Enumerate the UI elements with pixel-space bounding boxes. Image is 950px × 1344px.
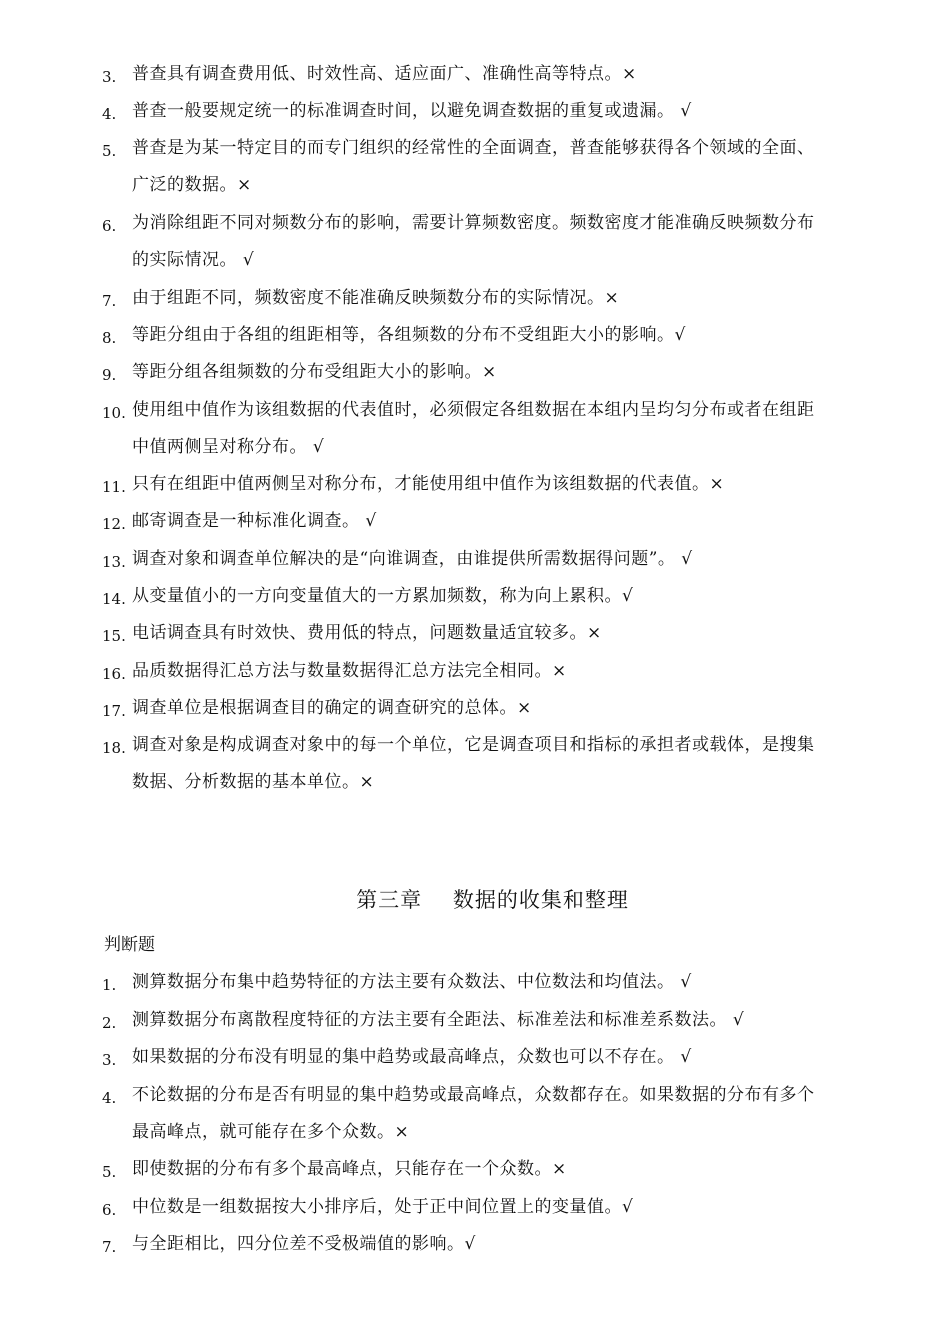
item-text: 即使数据的分布有多个最高峰点，只能存在一个众数。× bbox=[132, 1159, 567, 1179]
item-number: 3. bbox=[102, 68, 117, 86]
item-text: 由于组距不同，频数密度不能准确反映频数分布的实际情况。× bbox=[132, 288, 620, 308]
item-text: 等距分组由于各组的组距相等，各组频数的分布不受组距大小的影响。√ bbox=[132, 325, 686, 345]
item-number: 14. bbox=[102, 590, 126, 608]
item-text: 邮寄调查是一种标准化调查。 √ bbox=[132, 511, 377, 531]
item-number: 6. bbox=[102, 1201, 117, 1219]
item-number: 13. bbox=[102, 553, 126, 571]
item-text: 测算数据分布离散程度特征的方法主要有全距法、标准差法和标准差系数法。 √ bbox=[132, 1010, 745, 1030]
item-text: 只有在组距中值两侧呈对称分布，才能使用组中值作为该组数据的代表值。× bbox=[132, 474, 725, 494]
item-number: 2. bbox=[102, 1014, 117, 1032]
item-number: 4. bbox=[102, 105, 117, 123]
item-number: 5. bbox=[102, 1163, 117, 1181]
item-text-continued: 的实际情况。 √ bbox=[132, 250, 255, 270]
item-number: 7. bbox=[102, 1238, 117, 1256]
item-text: 与全距相比，四分位差不受极端值的影响。√ bbox=[132, 1234, 476, 1254]
item-text-continued: 数据、分析数据的基本单位。× bbox=[132, 772, 375, 792]
item-number: 15. bbox=[102, 627, 126, 645]
item-text: 等距分组各组频数的分布受组距大小的影响。× bbox=[132, 362, 497, 382]
item-number: 12. bbox=[102, 515, 126, 533]
item-number: 18. bbox=[102, 739, 126, 757]
item-text: 为消除组距不同对频数分布的影响，需要计算频数密度。频数密度才能准确反映频数分布 bbox=[132, 213, 815, 233]
item-number: 4. bbox=[102, 1089, 117, 1107]
item-number: 3. bbox=[102, 1051, 117, 1069]
chapter-title: 第三章 数据的收集和整理 bbox=[356, 888, 629, 912]
item-text-continued: 最高峰点，就可能存在多个众数。× bbox=[132, 1122, 410, 1142]
item-text: 不论数据的分布是否有明显的集中趋势或最高峰点，众数都存在。如果数据的分布有多个 bbox=[132, 1085, 815, 1105]
item-text: 中位数是一组数据按大小排序后，处于正中间位置上的变量值。√ bbox=[132, 1197, 634, 1217]
item-text: 测算数据分布集中趋势特征的方法主要有众数法、中位数法和均值法。 √ bbox=[132, 972, 692, 992]
item-number: 1. bbox=[102, 976, 117, 994]
item-text-continued: 广泛的数据。× bbox=[132, 175, 252, 195]
item-text: 从变量值小的一方向变量值大的一方累加频数，称为向上累积。√ bbox=[132, 586, 634, 606]
item-number: 9. bbox=[102, 366, 117, 384]
section-label: 判断题 bbox=[104, 935, 155, 955]
item-text: 使用组中值作为该组数据的代表值时，必须假定各组数据在本组内呈均匀分布或者在组距 bbox=[132, 400, 815, 420]
item-text: 品质数据得汇总方法与数量数据得汇总方法完全相同。× bbox=[132, 661, 567, 681]
item-number: 17. bbox=[102, 702, 126, 720]
item-text: 普查具有调查费用低、时效性高、适应面广、准确性高等特点。× bbox=[132, 64, 637, 84]
item-text: 电话调查具有时效快、费用低的特点，问题数量适宜较多。× bbox=[132, 623, 602, 643]
item-text: 普查一般要规定统一的标准调查时间，以避免调查数据的重复或遗漏。 √ bbox=[132, 101, 692, 121]
item-number: 11. bbox=[102, 478, 126, 496]
item-number: 8. bbox=[102, 329, 117, 347]
item-text: 调查对象和调查单位解决的是“向谁调查，由谁提供所需数据得问题”。 √ bbox=[132, 549, 693, 569]
item-text: 调查单位是根据调查目的确定的调查研究的总体。× bbox=[132, 698, 532, 718]
item-text: 普查是为某一特定目的而专门组织的经常性的全面调查，普查能够获得各个领域的全面、 bbox=[132, 138, 815, 158]
item-number: 7. bbox=[102, 292, 117, 310]
item-text: 调查对象是构成调查对象中的每一个单位，它是调查项目和指标的承担者或载体，是搜集 bbox=[132, 735, 815, 755]
item-text: 如果数据的分布没有明显的集中趋势或最高峰点，众数也可以不存在。 √ bbox=[132, 1047, 692, 1067]
item-number: 5. bbox=[102, 142, 117, 160]
item-number: 10. bbox=[102, 404, 126, 422]
item-number: 6. bbox=[102, 217, 117, 235]
item-text-continued: 中值两侧呈对称分布。 √ bbox=[132, 437, 325, 457]
item-number: 16. bbox=[102, 665, 126, 683]
